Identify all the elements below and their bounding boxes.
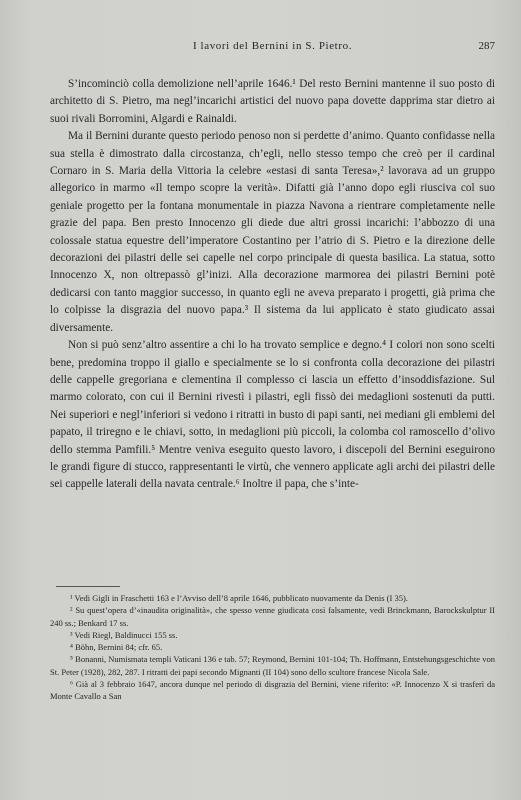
running-title: I lavori del Bernini in S. Pietro. — [192, 40, 353, 52]
footnote: ² Su quest’opera d’«inaudita originalità», che spesso venne giudicata così falsamente, vedi Brinckmann, Barockskulptur II 240 ss.; Benkard 17 ss. — [50, 605, 495, 628]
footnote: ⁵ Bonanni, Numismata templi Vaticani 136 e tab. 57; Reymond, Bernini 101-104; Th. Hoffmann, Entstehungsgeschichte von St. Peter (1928), 282, 287. I ritratti dei papi secondo Mignanti (II 104) sono dello scultore francese Nicola Sale. — [50, 654, 495, 677]
footnote: ⁴ Böhn, Bernini 84; cfr. 65. — [70, 642, 163, 653]
page-number: 287 — [478, 40, 495, 52]
footnote: ⁶ Già al 3 febbraio 1647, ancora dunque nel periodo di disgrazia del Bernini, viene riferito: «P. Innocenzo X si trasferì da Monte Cavallo a San — [50, 679, 495, 702]
footnote: ³ Vedi Riegl, Baldinucci 155 ss. — [70, 629, 178, 640]
footnotes — [50, 592, 495, 703]
main-text — [50, 76, 495, 494]
paragraph: S’incominciò colla demolizione nell’aprile 1646.¹ Del resto Bernini mantenne il suo posto di architetto di S. Pietro, ma negl’incarichi artistici del nuovo papa dovette dapprima star dietro ai suoi rivali Borromini, Algardi e Rainaldi. — [50, 78, 495, 125]
running-header — [50, 40, 495, 54]
footnote: ¹ Vedi Gigli in Fraschetti 163 e l’Avviso dell’8 aprile 1646, pubblicato nuovamente da Denis (I 35). — [70, 593, 408, 603]
footnote-separator — [56, 586, 120, 587]
paragraph: Ma il Bernini durante questo periodo penoso non si perdette d’animo. Quanto confidasse nella sua stella è dimostrato dalla circostanza, ch’egli, nello stesso tempo che creò per il cardinal Cornaro in S. Maria della Vittoria la celebre «estasi di santa Teresa»,² lavorava ad un gruppo allegorico in marmo «Il tempo scopre la verità». Difatti già l’anno dopo egli riusciva col suo geniale progetto per la fontana monumentale in piazza Navona a rientrare completamente nelle grazie del papa. Ben presto Innocenzo gli diede due altri grossi incarichi: l’abbozzo di una colossale statua equestre dell’imperatore Costantino per l’atrio di S. Pietro e la direzione delle decorazioni dei pilastri delle sei capelle nel corpo principale di questa basilica. La statua, sotto Innocenzo X, non oltrepassò gl’inizi. Alla decorazione marmorea dei pilastri Bernini potè dedicarsi con tanto maggior successo, in quanto egli ne aveva preparato i progetti, già prima che lo colpisse la disgrazia del nuovo papa.³ Il sistema da lui applicato è stato giudicato assai diversamente. — [50, 130, 495, 334]
paragraph: Non si può senz’altro assentire a chi lo ha trovato semplice e degno.⁴ I colori non sono scelti bene, predomina troppo il giallo e specialmente se lo si confronta colla decorazione dei pilastri delle cappelle gregoriana e clementina il complesso ci lascia un effetto d’insoddisfazione. Sul marmo colorato, con cui il Bernini rivestì i pilastri, egli fissò dei medaglioni sostenuti da putti. Nei superiori e negl’inferiori si vedono i ritratti in busto di papi santi, nei mediani gli emblemi del papato, il triregno e le chiavi, sotto, in medaglioni più piccoli, la colomba col ramoscello d’olivo dello stemma Pamfili.⁵ Mentre veniva eseguito questo lavoro, i discepoli del Bernini eseguirono le grandi figure di stucco, rappresentanti le virtù, che vennero applicate agli archi dei pilastri delle sei cappelle laterali della navata centrale.⁶ Inoltre il papa, che s’inte- — [50, 339, 495, 491]
